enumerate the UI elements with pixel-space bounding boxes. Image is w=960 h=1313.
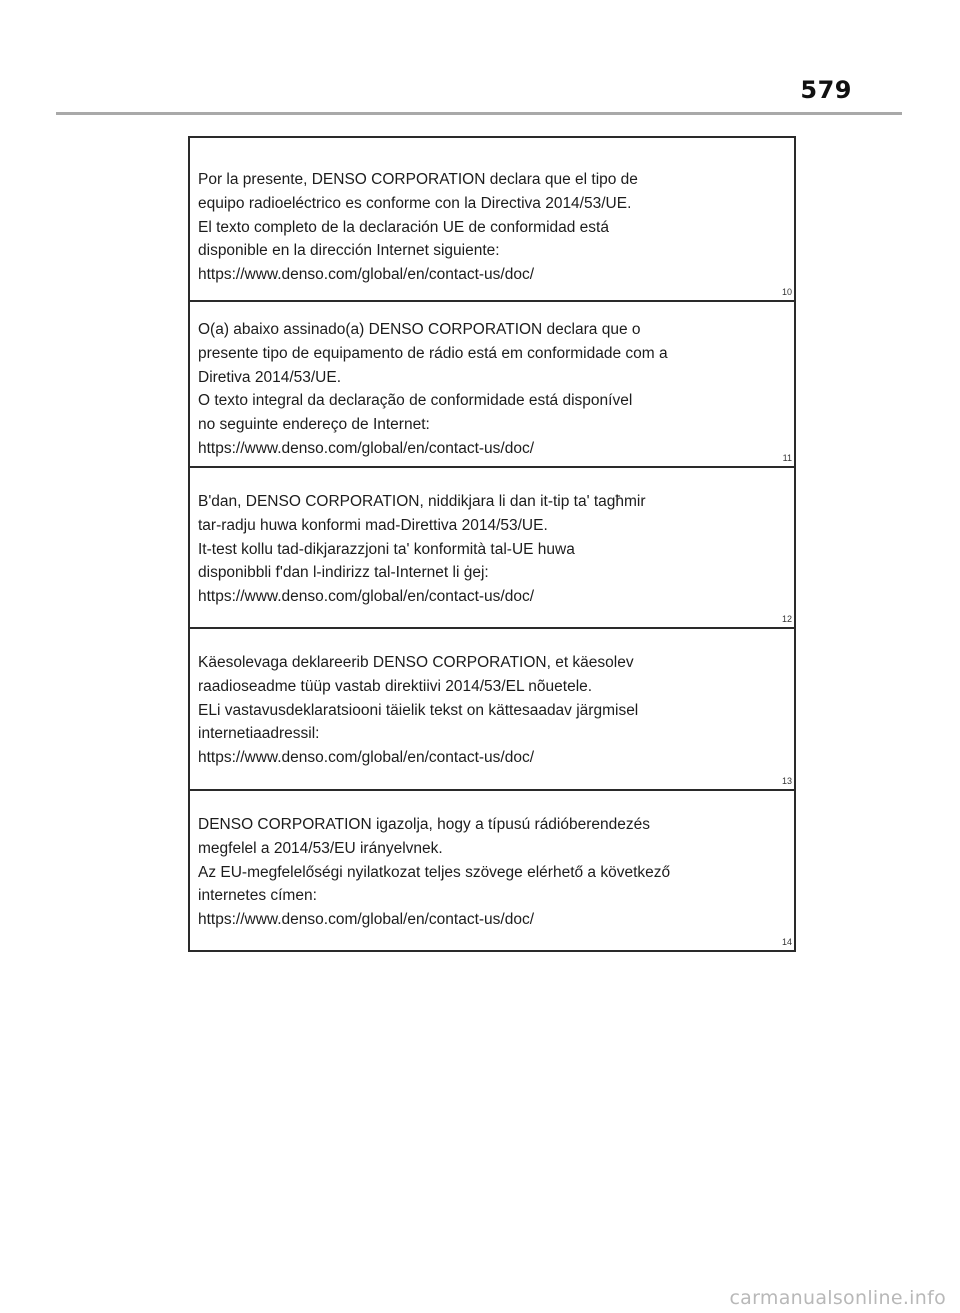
text-line: El texto completo de la declaración UE de conformidad está [198,218,609,236]
declaration-section-maltese [190,468,794,629]
declaration-text [198,490,784,609]
text-line: internetiaadressil: [198,725,320,743]
section-number: 12 [781,614,792,624]
section-number: 10 [781,287,792,297]
text-line: https://www.denso.com/global/en/contact-us/doc/ [198,911,535,929]
section-number: 13 [781,776,792,786]
text-line: megfelel a 2014/53/EU irányelvnek. [198,839,443,857]
text-line: O(a) abaixo assinado(a) DENSO CORPORATION declara que o [198,321,641,338]
text-line: internetes címen: [198,887,317,905]
declaration-section-spanish [190,138,794,302]
text-line: disponible en la dirección Internet siguiente: [198,242,500,260]
watermark-text: carmanualsonline.info [729,1287,946,1309]
text-line: presente tipo de equipamento de rádio está em conformidade com a [198,344,668,362]
text-line: disponibbli f'dan l-indirizz tal-Internet li ġej: [198,564,489,582]
section-number: 14 [781,937,792,947]
section-number: 11 [782,453,792,463]
text-line: no seguinte endereço de Internet: [198,416,430,434]
text-line: Käesolevaga deklareerib DENSO CORPORATION, et käesolev [198,654,634,671]
declaration-box [188,136,796,952]
declaration-text [198,651,784,770]
text-line: Diretiva 2014/53/UE. [198,368,342,386]
text-line: DENSO CORPORATION igazolja, hogy a típusú rádióberendezés [198,816,650,833]
text-line: https://www.denso.com/global/en/contact-us/doc/ [198,266,535,284]
declaration-section-estonian [190,629,794,791]
declaration-text [198,813,784,932]
text-line: equipo radioeléctrico es conforme con la Directiva 2014/53/UE. [198,194,632,212]
page-number: 579 [800,76,852,104]
text-line: tar-radju huwa konformi mad-Direttiva 2014/53/UE. [198,516,548,534]
declaration-section-hungarian [190,791,794,950]
text-line: O texto integral da declaração de conformidade está disponível [198,392,633,410]
text-line: ELi vastavusdeklaratsiooni täielik tekst on kättesaadav järgmisel [198,701,639,719]
text-line: https://www.denso.com/global/en/contact-us/doc/ [198,749,535,767]
text-line: Az EU-megfelelőségi nyilatkozat teljes szövege elérhető a következő [198,863,671,881]
declaration-text [198,168,784,287]
text-line: https://www.denso.com/global/en/contact-us/doc/ [198,439,535,457]
declaration-text [198,318,784,461]
text-line: https://www.denso.com/global/en/contact-us/doc/ [198,588,535,606]
text-line: Por la presente, DENSO CORPORATION declara que el tipo de [198,171,638,188]
header-rule [56,112,902,115]
text-line: raadioseadme tüüp vastab direktiivi 2014/53/EL nõuetele. [198,677,593,695]
text-line: It-test kollu tad-dikjarazzjoni ta' konformità tal-UE huwa [198,540,575,558]
declaration-section-portuguese [190,302,794,468]
text-line: B'dan, DENSO CORPORATION, niddikjara li dan it-tip ta' tagħmir [198,493,646,510]
